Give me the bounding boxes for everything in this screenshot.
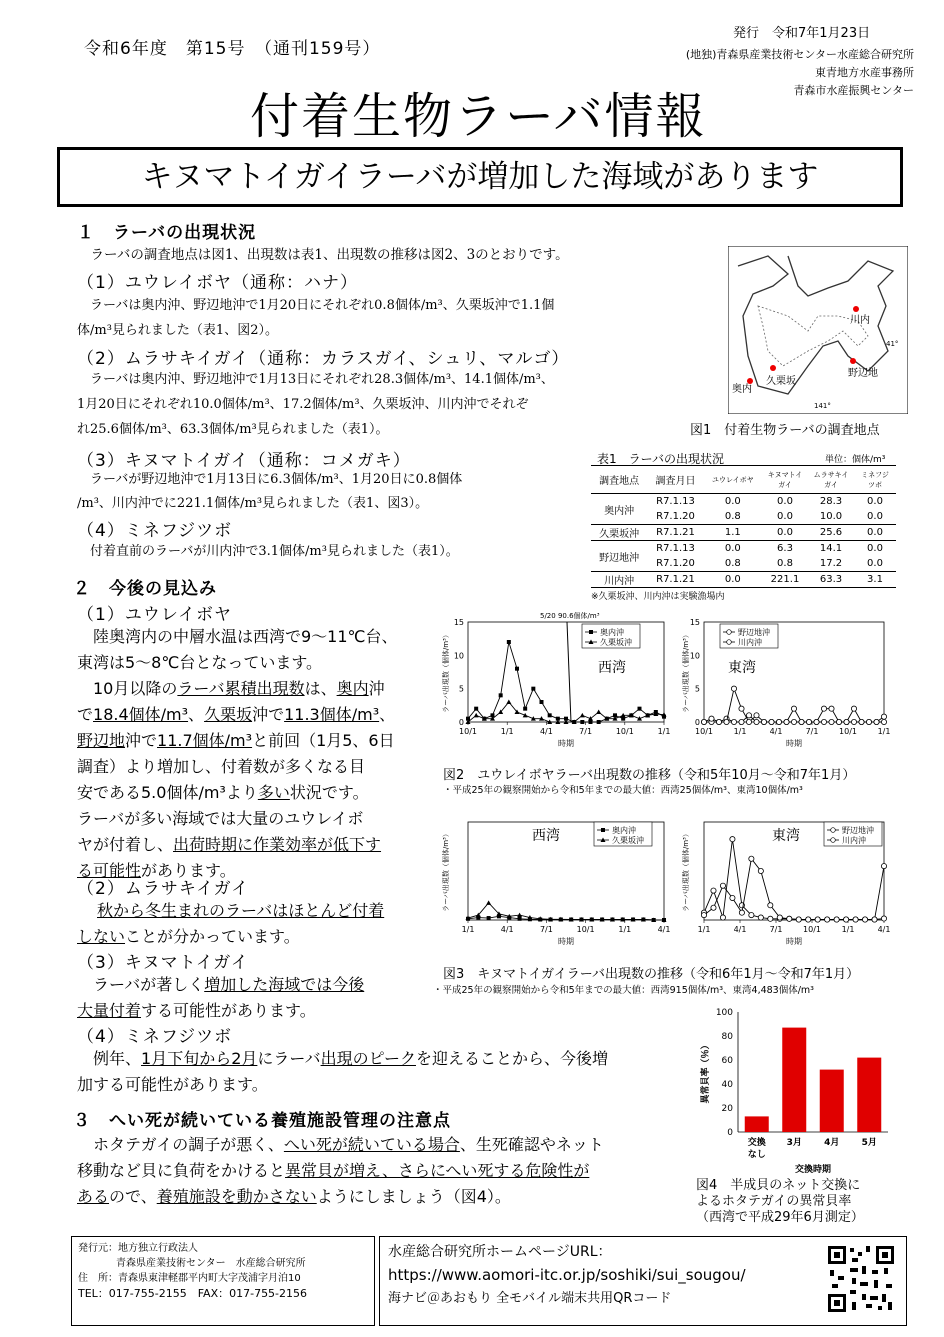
s1-3-line2: /m³、川内沖でに221.1個体/m³見られました（表1、図3）。 [77, 496, 429, 511]
publisher-box [71, 1236, 375, 1326]
x-tick-label: 7/1 [539, 925, 553, 934]
y-axis-label: ラーバ出現数（個体/m³） [442, 631, 450, 713]
s2-1-text [77, 624, 447, 884]
qr-label: 海ナビ＠あおもり 全モバイル端末共用QRコード [388, 1291, 672, 1306]
homepage-label: 水産総合研究所ホームページURL： [388, 1244, 612, 1260]
s1-2-title: （2）ムラサキイガイ（通称：カラスガイ、シュリ、マルゴ） [77, 349, 570, 369]
region-label: 東湾 [772, 828, 800, 844]
bar [857, 1058, 881, 1132]
table1-cell: 28.3 [819, 496, 843, 507]
qr-code-icon[interactable] [826, 1244, 896, 1314]
publisher-line: 発行元：地方独立行政法人 [78, 1243, 198, 1254]
station-kuribayashi [770, 365, 776, 371]
y-tick-label: 20 [721, 1104, 733, 1114]
s2-3-title: （3）キヌマトイガイ [77, 953, 249, 973]
fig3-caption: 図3 キヌマトイガイラーバ出現数の推移（令和6年1月～令和7年1月） [443, 967, 860, 982]
s1-1-line2: 体/m³見られました（表1、図2）。 [77, 323, 278, 338]
legend-label: 奥内沖 [600, 628, 624, 637]
x-tick-label: 3月 [786, 1138, 802, 1148]
s3-text [77, 1132, 604, 1210]
s1-1-line1: ラーバは奥内沖、野辺地沖で1月20日にそれぞれ0.8個体/m³、久栗坂沖で1.1個 [77, 298, 555, 313]
section1-heading: １ ラーバの出現状況 [77, 223, 257, 243]
page-title: 付着生物ラーバ情報 [250, 88, 707, 145]
data-point [769, 719, 774, 724]
text-line: 移動など貝に負荷をかけると異常貝が増え、さらにへい死する危険性が [77, 1161, 590, 1180]
bar [745, 1116, 769, 1132]
table1-cell: R7.1.20 [656, 511, 695, 522]
x-tick-label: なし [747, 1150, 766, 1160]
text-line: しないことが分かっています。 [77, 927, 300, 946]
data-point [815, 917, 820, 922]
bar [820, 1070, 844, 1132]
table1-cell: R7.1.13 [656, 496, 695, 507]
table1-caption: 表1 ラーバの出現状況 [597, 452, 725, 466]
table1-cell: 6.3 [777, 543, 793, 554]
data-point [507, 640, 511, 644]
table1-header: ユウレイボヤ [712, 475, 754, 484]
table1-cell: 1.1 [724, 527, 741, 538]
table1-cell: R7.1.20 [656, 558, 695, 569]
org-3: 青森市水産振興センター [793, 84, 914, 97]
table1-cell: 0.0 [777, 527, 793, 538]
data-point [701, 719, 706, 724]
text-line: ラーバが多い海域では大量のユウレイボ [77, 809, 364, 828]
data-point [486, 900, 491, 905]
table1-header: 調査地点 [599, 476, 640, 487]
x-tick-label: 1/1 [657, 727, 671, 736]
data-point [724, 719, 729, 724]
data-point [761, 719, 766, 724]
data-point [787, 916, 792, 921]
fig3-west-chart [440, 812, 675, 962]
table1-cell: 奥内沖 [604, 505, 635, 517]
y-tick-label: 40 [721, 1080, 733, 1090]
table1-cell: 25.6 [819, 527, 843, 538]
data-point [829, 719, 834, 724]
y-tick-label: 5 [458, 684, 464, 694]
publish-date: 発行 令和7年1月23日 [733, 26, 871, 41]
data-point [791, 706, 796, 711]
table1-cell: 0.0 [867, 543, 883, 554]
data-point [814, 719, 819, 724]
data-point [881, 916, 886, 921]
data-point [853, 917, 858, 922]
headline-box: キヌマトイガイラーバが増加した海域があります [57, 147, 903, 207]
table1-cell: 0.0 [867, 527, 883, 538]
x-tick-label: 4/1 [877, 925, 891, 934]
region-label: 西湾 [598, 660, 626, 676]
table1-cell: 0.0 [777, 511, 793, 522]
data-point [739, 910, 744, 915]
x-tick-label: 10/1 [615, 727, 634, 736]
legend-marker [727, 640, 732, 645]
x-axis-label: 時期 [786, 739, 802, 748]
data-point [638, 707, 642, 711]
x-tick-label: 1/1 [733, 727, 747, 736]
text-line: 加する可能性があります。 [77, 1075, 268, 1094]
s1-2-line3: れ25.6個体/m³、63.3個体/m³見られました（表1）。 [77, 422, 389, 437]
table1-cell: 0.0 [724, 496, 741, 507]
y-tick-label: 15 [453, 618, 464, 627]
s2-3-text [77, 972, 364, 1024]
data-point [730, 837, 735, 842]
fig4-bar-chart [694, 1002, 894, 1177]
fig2-east-chart [680, 610, 895, 760]
label-okunai: 奥内 [732, 384, 752, 395]
y-tick-label: 10 [689, 651, 700, 661]
region-label: 東湾 [728, 660, 756, 676]
s2-4-title: （4）ミネフジツボ [77, 1027, 233, 1047]
data-point [474, 713, 479, 718]
peak-spike [567, 622, 571, 722]
legend-marker [727, 630, 732, 635]
y-tick-label: 15 [689, 618, 700, 627]
legend-label: 久栗坂沖 [612, 836, 644, 845]
data-point [730, 895, 735, 900]
x-tick-label: 1/1 [697, 925, 711, 934]
text-line: 10月以降のラーバ累積出現数は、奥内沖 [77, 679, 385, 698]
x-tick-label: 7/1 [769, 925, 783, 934]
table1-cell: R7.1.21 [656, 527, 695, 538]
x-tick-label: 7/1 [805, 727, 819, 736]
data-point [580, 713, 585, 718]
data-point [517, 913, 522, 918]
x-tick-label: 4/1 [733, 925, 747, 934]
x-tick-label: 4/1 [769, 727, 783, 736]
table1-cell: 221.1 [770, 574, 800, 585]
data-point [548, 713, 552, 717]
y-tick-label: 5 [694, 684, 700, 694]
s2-4-text [77, 1046, 608, 1098]
data-point [872, 917, 877, 922]
table1-note: ※久栗坂沖、川内沖は実験漁場内 [591, 592, 725, 602]
x-axis-label: 時期 [786, 937, 802, 946]
data-point [739, 706, 744, 711]
s2-2-title: （2）ムラサキイガイ [77, 879, 250, 899]
data-point [777, 915, 782, 920]
data-point [746, 719, 751, 724]
data-point [746, 713, 751, 718]
station-noheji [850, 358, 856, 364]
x-tick-label: 1/1 [618, 925, 632, 934]
data-point [523, 707, 527, 711]
y-tick-label: 0 [727, 1128, 733, 1138]
data-point [784, 719, 789, 724]
org-1: (地独)青森県産業技術センター水産総合研究所 [685, 48, 914, 61]
data-point [851, 706, 856, 711]
text-line: で18.4個体/m³、久栗坂沖で11.3個体/m³、 [77, 705, 396, 724]
label-kuribayashi: 久栗坂 [766, 376, 796, 387]
s2-2-text [77, 898, 384, 950]
s1-3-title: （3）キヌマトイガイ（通称：コメガキ） [77, 451, 411, 471]
x-tick-label: 1/1 [841, 925, 855, 934]
y-tick-label: 80 [721, 1032, 733, 1042]
text-line: る可能性があります。 [77, 861, 236, 880]
text-line: あるので、養殖施設を動かさないようにしましょう（図4）。 [77, 1187, 511, 1206]
legend-marker [589, 630, 593, 634]
table1-cell: 0.8 [724, 511, 741, 522]
x-tick-label: 1/1 [500, 727, 514, 736]
x-axis-label: 時期 [558, 739, 574, 748]
data-point [596, 710, 601, 715]
x-tick-label: 10/1 [803, 925, 821, 934]
table1-header: ミネフジツボ [861, 470, 889, 489]
table1-cell: 川内沖 [604, 576, 635, 587]
data-point [806, 719, 811, 724]
data-point [716, 719, 721, 724]
y-tick-label: 0 [694, 718, 700, 727]
text-line: 東湾は5～8℃台となっています。 [77, 653, 323, 672]
fig2-west-chart [440, 610, 675, 760]
y-tick-label: 0 [458, 718, 464, 727]
data-point [749, 856, 754, 861]
table1-cell: 0.8 [724, 558, 741, 569]
text-line: 秋から冬生まれのラーバはほとんど付着 [97, 901, 385, 920]
data-point [776, 719, 781, 724]
s1-2-line2: 1月20日にそれぞれ10.0個体/m³、17.2個体/m³、久栗坂沖、川内沖でそれぞ [77, 397, 529, 412]
data-point [758, 868, 763, 873]
data-point [739, 719, 744, 724]
data-point [806, 917, 811, 922]
x-tick-label: 7/1 [579, 727, 593, 736]
data-point [768, 903, 773, 908]
s1-1-title: （1）ユウレイボヤ（通称：ハナ） [77, 273, 358, 293]
table1-header: ムラサキイガイ [813, 470, 849, 489]
map-frame [728, 246, 908, 414]
fig3-note: ・平成25年の観察開始から令和5年までの最大値：西湾915個体/m³、東湾4,483個体/m³ [433, 985, 814, 996]
x-tick-label: 4月 [824, 1138, 840, 1148]
caption-line: よるホタテガイの異常貝率 [696, 1194, 852, 1209]
fig4-caption [696, 1178, 864, 1226]
data-point [506, 700, 511, 705]
data-point [499, 693, 503, 697]
data-point [881, 714, 886, 719]
table1 [591, 465, 896, 588]
label-lat: 41° [886, 340, 899, 348]
label-noheji: 野辺地 [848, 368, 878, 379]
data-point [711, 905, 716, 910]
publisher-line: 青森県産業技術センター 水産総合研究所 [116, 1258, 306, 1269]
data-point [515, 667, 519, 671]
series-line [704, 839, 884, 919]
y-tick-label: 100 [715, 1008, 733, 1018]
table1-cell: 3.1 [867, 574, 883, 585]
data-point [829, 706, 834, 711]
table1-cell: 0.8 [777, 558, 793, 569]
label-kawauchi: 川内 [850, 315, 870, 326]
address-line: 住 所：青森県東津軽郡平内町大字茂浦字月泊10 [78, 1273, 301, 1284]
x-tick-label: 5月 [861, 1138, 877, 1148]
table1-cell: 17.2 [819, 558, 843, 569]
table1-unit: 単位：個体/m³ [825, 455, 886, 465]
legend-label: 野辺地沖 [842, 826, 874, 835]
legend-label: 奥内沖 [612, 826, 636, 835]
data-point [825, 917, 830, 922]
x-axis-label: 交換時期 [794, 1165, 832, 1175]
table1-cell: 0.0 [867, 558, 883, 569]
series-line [704, 859, 884, 920]
legend-marker [831, 828, 836, 833]
section2-heading: ２ 今後の見込み [73, 579, 217, 599]
s1-2-line1: ラーバは奥内沖、野辺地沖で1月13日にそれぞれ28.3個体/m³、14.1個体/m³、 [77, 372, 554, 387]
fig2-note: ・平成25年の観察開始から令和5年までの最大値：西湾25個体/m³、東湾10個体/m³ [443, 785, 803, 796]
phone-line: TEL：017-755-2155 FAX：017-755-2156 [78, 1287, 308, 1300]
x-tick-label: 1/1 [877, 727, 891, 736]
homepage-url[interactable]: https://www.aomori-itc.or.jp/soshiki/sui_sougou/ [388, 1266, 746, 1284]
data-point [709, 716, 714, 721]
data-point [799, 719, 804, 724]
label-lon: 141° [814, 402, 831, 410]
legend-label: 久栗坂沖 [600, 638, 632, 647]
text-line: ヤが付着し、出荷時期に作業効率が低下す [77, 835, 382, 854]
data-point [859, 719, 864, 724]
issue-number: 令和6年度 第15号 （通刊159号） [84, 39, 381, 59]
data-point [731, 686, 736, 691]
data-point [834, 917, 839, 922]
caption-line: 図4 半成貝のネット交換に [696, 1178, 861, 1193]
x-tick-label: 10/1 [695, 727, 713, 736]
text-line: 陸奥湾内の中層水温は西湾で9～11℃台、 [77, 627, 398, 646]
station-kawauchi [853, 306, 859, 312]
data-point [754, 713, 759, 718]
fig2-caption: 図2 ユウレイボヤラーバ出現数の推移（令和5年10月～令和7年1月） [443, 768, 856, 783]
y-axis-label: ラーバ出現数（個体/m³） [442, 830, 450, 912]
data-point [720, 915, 725, 920]
peak-annotation: 5/20 90.6個体/m³ [540, 612, 600, 620]
table1-cell: 63.3 [819, 574, 843, 585]
table1-cell: R7.1.21 [656, 574, 695, 585]
text-line: 大量付着する可能性があります。 [77, 1001, 316, 1020]
data-point [866, 719, 871, 724]
s1-4-title: （4）ミネフジツボ [77, 521, 233, 541]
text-line: ホタテガイの調子が悪く、へい死が続いている場合、生死確認やネット [77, 1135, 604, 1154]
y-axis-label: ラーバ出現数（個体/m³） [682, 830, 690, 912]
data-point [821, 706, 826, 711]
table1-cell: 0.0 [867, 511, 883, 522]
series-line [704, 689, 884, 722]
x-tick-label: 1/1 [461, 925, 475, 934]
table1-cell: 0.0 [777, 496, 793, 507]
region-label: 西湾 [532, 828, 560, 844]
x-tick-label: 10/1 [459, 727, 477, 736]
data-point [768, 916, 773, 921]
data-point [518, 917, 522, 921]
y-tick-label: 10 [453, 651, 464, 661]
data-point [821, 719, 826, 724]
fig1-caption: 図1 付着生物ラーバの調査地点 [690, 423, 880, 438]
x-tick-label: 4/1 [539, 727, 553, 736]
data-point [701, 913, 706, 918]
org-2: 東青地方水産事務所 [815, 66, 914, 79]
table1-cell: 14.1 [819, 543, 843, 554]
data-point [580, 720, 584, 724]
data-point [791, 719, 796, 724]
s1-4-line1: 付着直前のラーバが川内沖で3.1個体/m³見られました（表1）。 [77, 544, 459, 559]
table1-cell: R7.1.13 [656, 543, 695, 554]
text-line: 例年、1月下旬から2月にラーバ出現のピークを迎えることから、今後増 [77, 1049, 608, 1068]
table1-cell: 0.0 [724, 574, 741, 585]
data-point [540, 700, 544, 704]
data-point [881, 719, 886, 724]
data-point [474, 707, 478, 711]
y-axis-label: 異常貝率（％） [701, 1040, 711, 1104]
data-point [874, 719, 879, 724]
data-point [836, 719, 841, 724]
x-tick-label: 4/1 [657, 925, 671, 934]
legend-marker [601, 828, 605, 832]
table1-cell: 10.0 [819, 511, 843, 522]
s2-1-title: （1）ユウレイボヤ [77, 605, 232, 625]
fig3-east-chart [680, 812, 895, 962]
legend-label: 川内沖 [738, 638, 762, 647]
table1-header: キヌマトイガイ [767, 470, 803, 489]
caption-line: （西湾で平成29年6月測定） [696, 1210, 864, 1225]
text-line: ラーバが著しく増加した海域では今後 [77, 975, 365, 994]
legend-label: 川内沖 [842, 836, 866, 845]
section3-heading: ３ へい死が続いている養殖施設管理の注意点 [73, 1111, 451, 1131]
table1-cell: 0.0 [724, 543, 741, 554]
data-point [720, 883, 725, 888]
data-point [851, 719, 856, 724]
x-axis-label: 時期 [558, 937, 574, 946]
table1-cell: 久栗坂沖 [599, 529, 640, 540]
text-line: 野辺地沖で11.7個体/m³と前回（1月5、6日 [77, 731, 395, 750]
survey-map [728, 246, 908, 414]
legend-marker [831, 838, 836, 843]
table1-header: 調査月日 [655, 476, 696, 487]
s1-3-line1: ラーバが野辺地沖で1月13日に6.3個体/m³、1月20日に0.8個体 [77, 472, 463, 487]
table1-cell: 0.0 [867, 496, 883, 507]
data-point [844, 917, 849, 922]
data-point [711, 888, 716, 893]
legend-label: 野辺地沖 [738, 628, 770, 637]
x-tick-label: 10/1 [576, 925, 595, 934]
bar [782, 1028, 806, 1132]
data-point [881, 864, 886, 869]
text-line: 安である5.0個体/m³より多い状況です。 [77, 783, 369, 802]
x-tick-label: 交換 [747, 1138, 766, 1148]
y-tick-label: 60 [721, 1056, 733, 1066]
data-point [597, 720, 601, 724]
data-point [749, 913, 754, 918]
x-tick-label: 4/1 [500, 925, 514, 934]
data-point [844, 719, 849, 724]
text-line: 調査）より増加し、付着数が多くなる目 [77, 757, 366, 776]
series-line [468, 642, 664, 722]
data-point [531, 687, 535, 691]
data-point [731, 719, 736, 724]
data-point [758, 915, 763, 920]
x-tick-label: 10/1 [839, 727, 857, 736]
y-axis-label: ラーバ出現数（個体/m³） [682, 631, 690, 713]
data-point [754, 719, 759, 724]
data-point [796, 917, 801, 922]
section1-intro: ラーバの調査地点は図1、出現数は表1、出現数の推移は図2、3のとおりです。 [77, 247, 569, 263]
table1-cell: 野辺地沖 [599, 552, 640, 564]
data-point [862, 917, 867, 922]
data-point [487, 916, 491, 920]
